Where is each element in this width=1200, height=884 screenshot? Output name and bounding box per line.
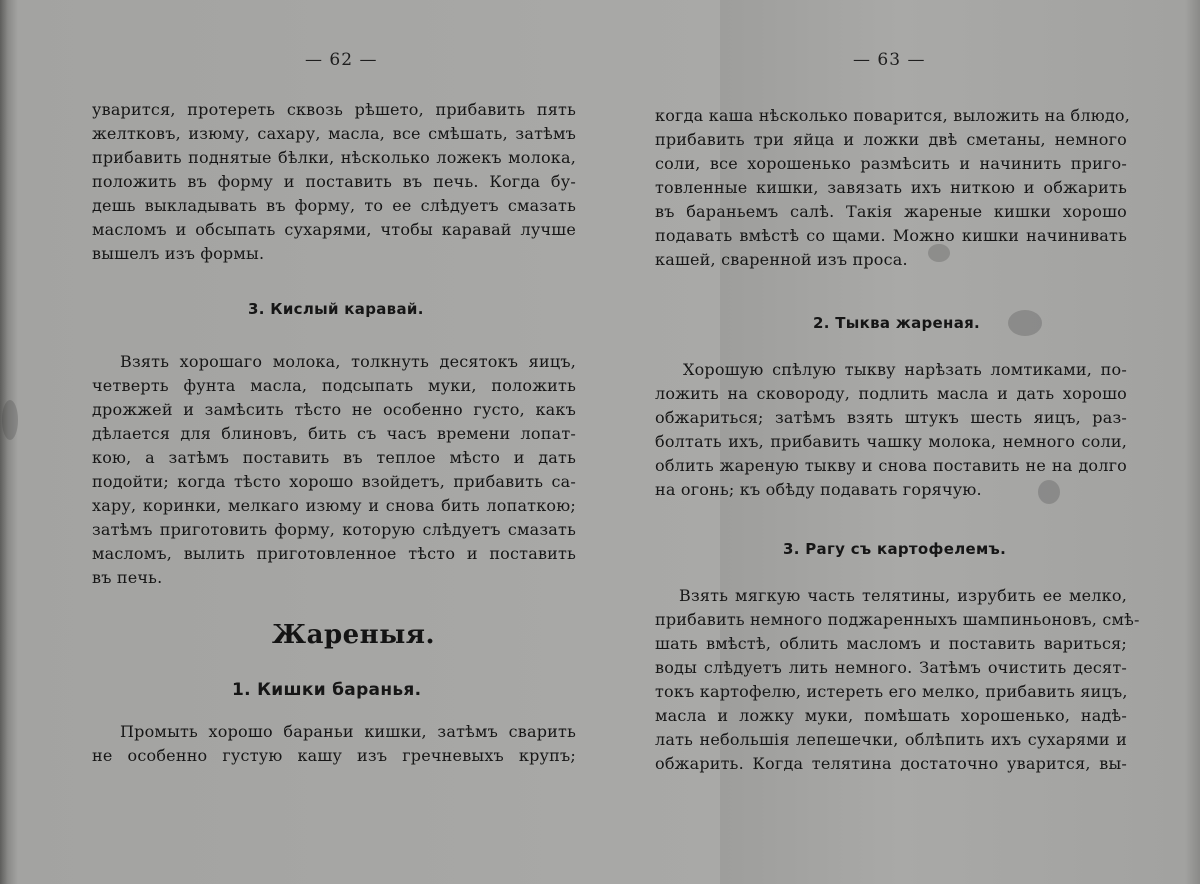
text-line: лать небольшія лепешечки, облѣпить ихъ сухарями и (655, 730, 1127, 749)
right-page (615, 0, 1200, 884)
text-line: воды слѣдуетъ лить немного. Затѣмъ очистить десят- (655, 658, 1127, 677)
text-line: затѣмъ приготовить форму, которую слѣдуетъ смазать (92, 520, 576, 539)
left-page (10, 0, 606, 884)
text-line: прибавить поднятые бѣлки, нѣсколько ложекъ молока, (92, 148, 576, 167)
text-line: хару, коринки, мелкаго изюму и снова бить лопаткою; (92, 496, 576, 515)
text-line: болтать ихъ, прибавить чашку молока, немного соли, (655, 432, 1127, 451)
text-line: Промыть хорошо бараньи кишки, затѣмъ сварить (120, 722, 576, 741)
text-line: желтковъ, изюму, сахару, масла, все смѣшать, затѣмъ (92, 124, 576, 143)
text-line: облить жареную тыкву и снова поставить не на долго (655, 456, 1127, 475)
text-line: масломъ, вылить приготовленное тѣсто и поставить (92, 544, 576, 563)
paper-stain (928, 244, 950, 262)
page-number: — 63 — (853, 50, 926, 70)
recipe-heading: 2. Тыква жареная. (813, 314, 981, 332)
paper-stain (1038, 480, 1060, 504)
text-line: обжариться; затѣмъ взять штукъ шесть яицъ, раз- (655, 408, 1127, 427)
text-line: подавать вмѣстѣ со щами. Можно кишки начинивать (655, 226, 1127, 245)
text-line: шать вмѣстѣ, облить масломъ и поставить вариться; (655, 634, 1127, 653)
text-line: уварится, протереть сквозь рѣшето, прибавить пять (92, 100, 576, 119)
text-line: не особенно густую кашу изъ гречневыхъ крупъ; (92, 746, 576, 765)
text-line: прибавить три яйца и ложки двѣ сметаны, немного (655, 130, 1127, 149)
text-line: кою, а затѣмъ поставить въ теплое мѣсто и дать (92, 448, 576, 467)
paper-stain (1008, 310, 1042, 336)
text-line: дрожжей и замѣсить тѣсто не особенно густо, какъ (92, 400, 576, 419)
text-line: дешь выкладывать въ форму, то ее слѣдуетъ смазать (92, 196, 576, 215)
text-line: масломъ и обсыпать сухарями, чтобы каравай лучше (92, 220, 576, 239)
text-line: обжарить. Когда телятина достаточно уварится, вы- (655, 754, 1127, 773)
text-line: токъ картофелю, истереть его мелко, прибавить яицъ, (655, 682, 1128, 701)
text-line: ложить на сковороду, подлить масла и дать хорошо (655, 384, 1127, 403)
text-line: подойти; когда тѣсто хорошо взойдетъ, прибавить са- (92, 472, 576, 491)
text-line: въ печь. (92, 568, 163, 587)
text-line: прибавить немного поджаренныхъ шампиньоновъ, смѣ- (655, 610, 1140, 629)
text-line: Взять хорошаго молока, толкнуть десятокъ яицъ, (120, 352, 576, 371)
section-title: Жареныя. (272, 620, 436, 650)
recipe-heading: 3. Кислый каравай. (248, 300, 424, 318)
text-line: дѣлается для блиновъ, бить съ часъ времени лопат- (92, 424, 576, 443)
text-line: въ бараньемъ салѣ. Такія жареные кишки хорошо (655, 202, 1127, 221)
text-line: Взять мягкую часть телятины, изрубить ее мелко, (679, 586, 1127, 605)
page-number: — 62 — (305, 50, 378, 70)
text-line: когда каша нѣсколько поварится, выложить на блюдо, (655, 106, 1131, 125)
text-line: кашей, сваренной изъ проса. (655, 250, 908, 269)
text-line: вышелъ изъ формы. (92, 244, 265, 263)
text-line: масла и ложку муки, помѣшать хорошенько, надѣ- (655, 706, 1127, 725)
paper-stain (2, 400, 18, 440)
text-line: Хорошую спѣлую тыкву нарѣзать ломтиками, по- (683, 360, 1127, 379)
text-line: четверть фунта масла, подсыпать муки, положить (92, 376, 576, 395)
text-line: соли, все хорошенько размѣсить и начинить приго- (655, 154, 1127, 173)
recipe-heading: 1. Кишки баранья. (232, 680, 422, 700)
text-line: положить въ форму и поставить въ печь. Когда бу- (92, 172, 576, 191)
text-line: товленные кишки, завязать ихъ ниткою и обжарить (655, 178, 1127, 197)
text-line: на огонь; къ обѣду подавать горячую. (655, 480, 982, 499)
recipe-heading: 3. Рагу съ картофелемъ. (783, 540, 1007, 558)
